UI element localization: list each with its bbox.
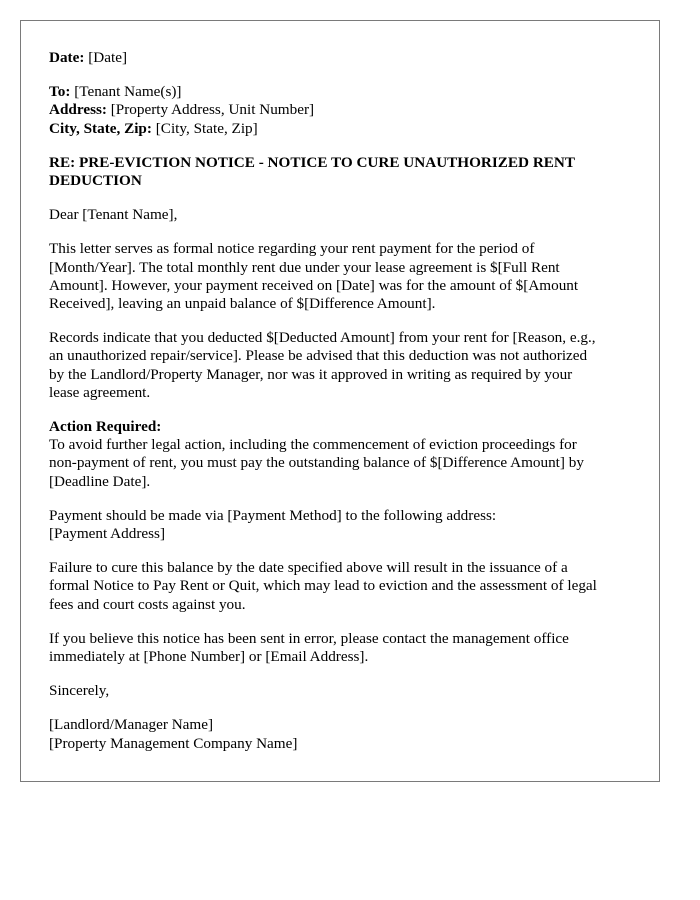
date-label: Date: [49, 49, 85, 66]
paragraph-line: fees and court costs against you. [49, 595, 246, 613]
signature-company: [Property Management Company Name] [49, 734, 298, 752]
paragraph-line: To avoid further legal action, including the commencement of eviction proceedings for [49, 436, 577, 454]
paragraph-line: Payment should be made via [Payment Method] to the following address: [49, 506, 497, 524]
paragraph-line: by the Landlord/Property Manager, nor was it approved in writing as required by your [49, 365, 573, 383]
address-value: [Property Address, Unit Number] [110, 101, 315, 119]
paragraph-line: formal Notice to Pay Rent or Quit, which may lead to eviction and the assessment of legal [49, 577, 597, 595]
city-value: [City, State, Zip] [155, 119, 258, 137]
paragraph-line: lease agreement. [49, 383, 151, 401]
closing: Sincerely, [49, 682, 110, 700]
date-value: [Date] [88, 49, 128, 66]
paragraph-line: This letter serves as formal notice regarding your rent payment for the period of [49, 240, 535, 258]
paragraph-line: Received], leaving an unpaid balance of $[Difference Amount]. [49, 295, 436, 313]
subject-line: DEDUCTION [49, 172, 142, 190]
paragraph-contact [49, 630, 631, 666]
paragraph-line: an unauthorized repair/service]. Please be advised that this deduction was not authorized [49, 347, 588, 365]
date-line [49, 49, 631, 67]
paragraph-line: [Deadline Date]. [49, 472, 151, 490]
paragraph-line: Records indicate that you deducted $[Deducted Amount] from your rent for [Reason, e.g., [49, 329, 596, 347]
paragraph-line: Amount]. However, your payment received on [Date] was for the amount of $[Amount [49, 276, 579, 294]
signature-block [49, 716, 631, 752]
to-value: [Tenant Name(s)] [74, 83, 182, 101]
paragraph-line: immediately at [Phone Number] or [Email Address]. [49, 648, 369, 666]
to-label: To: [49, 83, 71, 101]
action-required-heading: Action Required: [49, 418, 162, 436]
paragraph-deduction [49, 329, 631, 402]
paragraph-line: [Payment Address] [49, 525, 165, 543]
salutation: Dear [Tenant Name], [49, 206, 178, 224]
subject-line: RE: PRE-EVICTION NOTICE - NOTICE TO CURE UNAUTHORIZED RENT [49, 153, 576, 171]
to-line [49, 83, 631, 101]
paragraph-line: non-payment of rent, you must pay the outstanding balance of $[Difference Amount] by [49, 454, 584, 472]
city-line [49, 120, 631, 138]
subject-heading [49, 154, 631, 190]
signature-name: [Landlord/Manager Name] [49, 716, 214, 734]
paragraph-line: If you believe this notice has been sent in error, please contact the management office [49, 629, 569, 647]
address-line [49, 101, 631, 119]
paragraph-payment-method [49, 507, 631, 543]
letter-page [20, 20, 660, 782]
paragraph-failure-to-cure [49, 559, 631, 614]
address-label: Address: [49, 101, 107, 119]
recipient-block [49, 83, 631, 138]
city-label: City, State, Zip: [49, 119, 152, 137]
paragraph-line: Failure to cure this balance by the date specified above will result in the issuance of a [49, 559, 568, 577]
paragraph-payment-details [49, 240, 631, 313]
paragraph-line: [Month/Year]. The total monthly rent due under your lease agreement is $[Full Rent [49, 258, 560, 276]
action-required-section [49, 418, 631, 491]
